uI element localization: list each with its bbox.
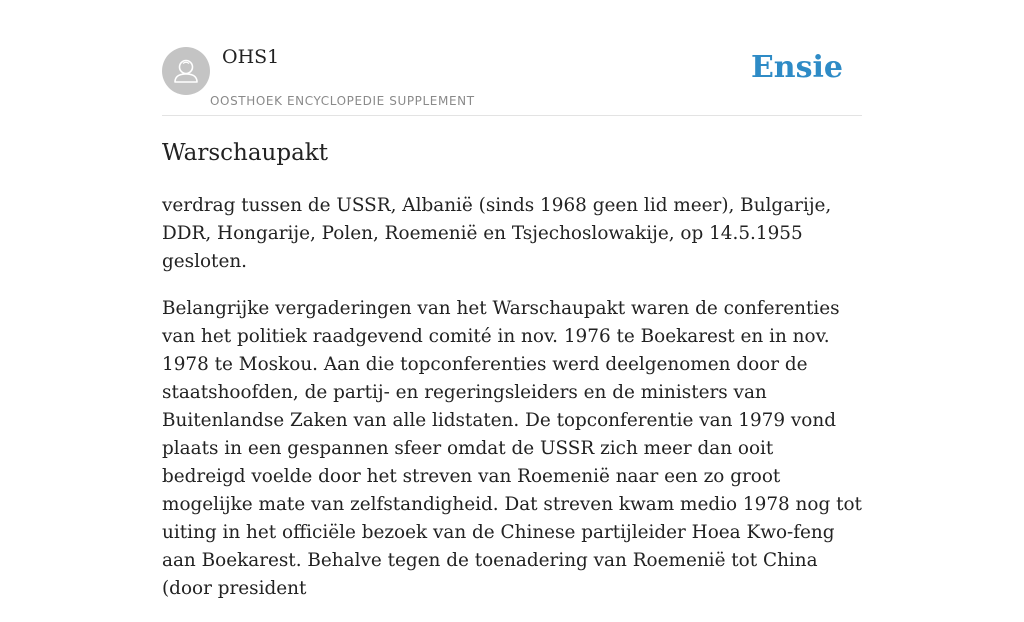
article-paragraph: Belangrijke vergaderingen van het Warschaupakt waren de conferenties van het politiek raadgevend comité in nov. 1976 te Boekarest en in nov. 1978 te Moskou. Aan die topconferenties werd deelgenomen door de staatshoofden, de partij- en regeringsleiders en de ministers van Buitenlandse Zaken van alle lidstaten. De topconferentie van 1979 vond plaats in een gespannen sfeer omdat de USSR zich meer dan ooit bedreigd voelde door het streven van Roemenië naar een zo groot mogelijke mate van zelfstandigheid. Dat streven kwam medio 1978 nog tot uiting in het officiële bezoek van de Chinese partijleider Hoea Kwo-feng aan Boekarest. Behalve tegen de toenadering van Roemenië tot China (door president [162, 298, 862, 599]
article-container [162, 0, 862, 599]
user-icon [162, 47, 210, 95]
author-name[interactable]: OHS1 [222, 46, 280, 68]
header [162, 0, 862, 116]
ensie-logo[interactable]: Ensie [750, 50, 843, 85]
article-title: Warschaupakt [162, 140, 328, 166]
author-avatar[interactable] [162, 47, 210, 95]
article-body [162, 192, 862, 622]
article-paragraph: verdrag tussen de USSR, Albanië (sinds 1968 geen lid meer), Bulgarije, DDR, Hongarije, Polen, Roemenië en Tsjechoslowakije, op 14.5.1955 gesloten. [162, 195, 832, 272]
source-link[interactable]: OOSTHOEK ENCYCLOPEDIE SUPPLEMENT [210, 94, 475, 108]
